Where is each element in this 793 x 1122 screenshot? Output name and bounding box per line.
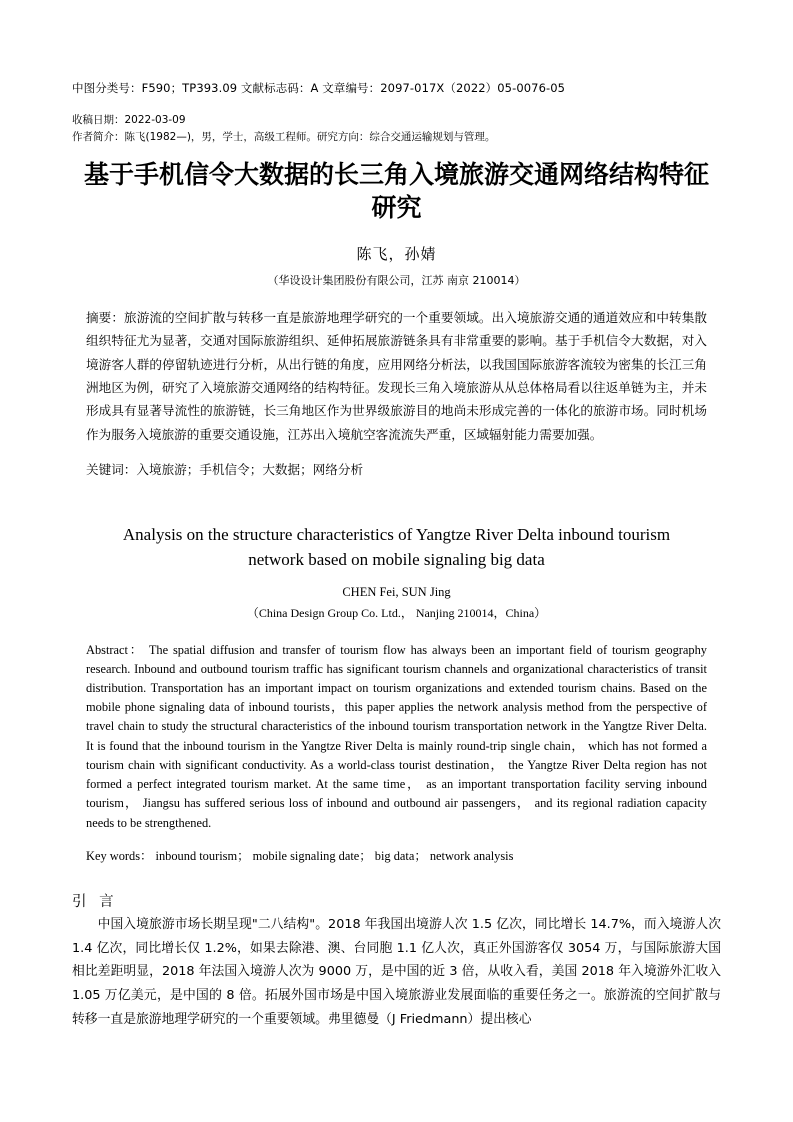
chinese-keywords-label: 关键词： <box>86 461 137 477</box>
chinese-authors: 陈飞，孙婧 <box>356 245 437 264</box>
english-title: Analysis on the structure characteristics of Yangtze River Delta inbound tourism network based on mobile signaling big data <box>122 525 671 569</box>
article-meta <box>72 112 721 146</box>
chinese-keywords <box>72 458 721 481</box>
english-keywords-label: Key words： <box>86 848 153 863</box>
author-bio: 作者简介：陈飞(1982—)，男，学士，高级工程师。研究方向：综合交通运输规划与管理。 <box>72 130 496 143</box>
section-heading-introduction: 引 言 <box>72 893 118 910</box>
chinese-affiliation: （华设设计集团股份有限公司，江苏 南京 210014） <box>267 274 526 288</box>
chinese-abstract-label: 摘要： <box>86 310 125 326</box>
english-authors: CHEN Fei, SUN Jing <box>342 584 451 599</box>
english-abstract-text: The spatial diffusion and transfer of tourism flow has always been an important field of tourism geography research. Inbound and outbound tourism traffic has significant tourism channels and organizational characteristics of transit distribution. Transportation has an important impact on tourism organizations and extended tourism chains. Based on the mobile phone signaling data of inbound tourists，this paper applies the network analysis method from the perspective of travel chain to study the structural characteristics of the inbound tourism transportation network in the Yangtze River Delta. It is found that the inbound tourism in the Yangtze River Delta is mainly round-trip single chain， which has not formed a tourism chain with significant conductivity. As a world-class tourist destination， the Yangtze River Delta region has not formed a perfect integrated tourism market. At the same time， as an important transportation facility serving inbound tourism， Jiangsu has suffered serious loss of inbound and outbound air passengers， and its regional radiation capacity needs to be strengthened. <box>86 642 707 830</box>
classification-line: 中图分类号：F590；TP393.09 文献标志码：A 文章编号：2097-017X（2022）05-0076-05 <box>72 81 566 95</box>
chinese-title: 基于手机信令大数据的长三角入境旅游交通网络结构特征研究 <box>83 159 709 223</box>
english-affiliation: （China Design Group Co. Ltd.， Nanjing 210014，China） <box>246 605 547 620</box>
chinese-keywords-text: 入境旅游；手机信令；大数据；网络分析 <box>136 461 364 477</box>
english-abstract <box>72 641 721 833</box>
english-keywords <box>72 847 721 866</box>
received-date: 收稿日期：2022-03-09 <box>72 114 186 127</box>
chinese-abstract <box>72 306 721 446</box>
english-abstract-label: Abstract： <box>86 642 144 657</box>
chinese-abstract-text: 旅游流的空间扩散与转移一直是旅游地理学研究的一个重要领域。出入境旅游交通的通道效应和中转集散组织特征尤为显著，交通对国际旅游组织、延伸拓展旅游链条具有非常重要的影响。基于手机信令大数据，对入境游客人群的停留轨迹进行分析，从出行链的角度，应用网络分析法，以我国国际旅游客流较为密集的长江三角洲地区为例，研究了入境旅游交通网络的结构特征。发现长三角入境旅游从从总体格局看以往返单链为主，并未形成具有显著导流性的旅游链，长三角地区作为世界级旅游目的地尚未形成完善的一体化的旅游市场。同时机场作为服务入境旅游的重要交通设施，江苏出入境航空客流流失严重，区域辐射能力需要加强。 <box>86 310 708 442</box>
english-keywords-text: inbound tourism； mobile signaling date； big data； network analysis <box>155 848 514 863</box>
introduction-paragraph: 中国入境旅游市场长期呈现"二八结构"。2018 年我国出境游人次 1.5 亿次，同比增长 14.7%，而入境游人次 1.4 亿次，同比增长仅 1.2%，如果去除港、澳、台同胞 1.1 亿人次，真正外国游客仅 3054 万，与国际旅游大国相比差距明显，2018 年法国入境游人次为 9000 万，是中国的近 3 倍，从收入看，美国 2018 年入境游外汇收入 1.05 万亿美元，是中国的 8 倍。拓展外国市场是中国入境旅游业发展面临的重要任务之一。旅游流的空间扩散与转移一直是旅游地理学研究的一个重要领域。弗里德曼（J Friedmann）提出核心 <box>72 916 721 1027</box>
